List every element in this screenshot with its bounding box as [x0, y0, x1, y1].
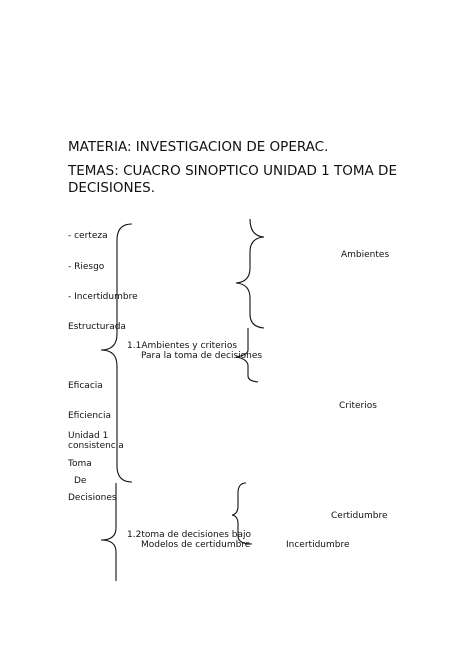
label-ambientes: Ambientes: [341, 250, 390, 260]
temas-heading-line1: TEMAS: CUACRO SINOPTICO UNIDAD 1 TOMA DE: [68, 163, 397, 179]
section-1-2-subtitle: Modelos de certidumbre: [141, 540, 251, 550]
item-toma: Toma: [68, 459, 92, 469]
label-incertidumbre: Incertidumbre: [286, 540, 350, 550]
brace-ambientes: [236, 219, 264, 328]
item-incertidumbre: - Incertidumbre: [68, 292, 138, 302]
item-riesgo: - Riesgo: [68, 262, 105, 272]
materia-heading: MATERIA: INVESTIGACION DE OPERAC.: [68, 139, 329, 155]
item-decisiones: Decisiones: [68, 493, 117, 503]
item-certeza: - certeza: [68, 231, 108, 241]
label-certidumbre: Certidumbre: [331, 511, 388, 521]
item-consistencia: consistencia: [68, 441, 124, 451]
temas-heading-line2: DECISIONES.: [68, 180, 155, 196]
section-1-1-title: 1.1Ambientes y criterios: [127, 341, 238, 351]
section-1-1-subtitle: Para la toma de decisiones: [141, 351, 263, 361]
item-estructurada: Estructurada: [68, 322, 126, 332]
item-eficacia: Eficacia: [68, 381, 103, 391]
section-1-2-title: 1.2toma de decisiones bajo: [127, 530, 252, 540]
label-criterios: Criterios: [339, 401, 377, 411]
item-eficiencia: Eficiencia: [68, 411, 112, 421]
item-de: De: [74, 476, 87, 486]
item-unidad-1: Unidad 1: [68, 431, 109, 441]
